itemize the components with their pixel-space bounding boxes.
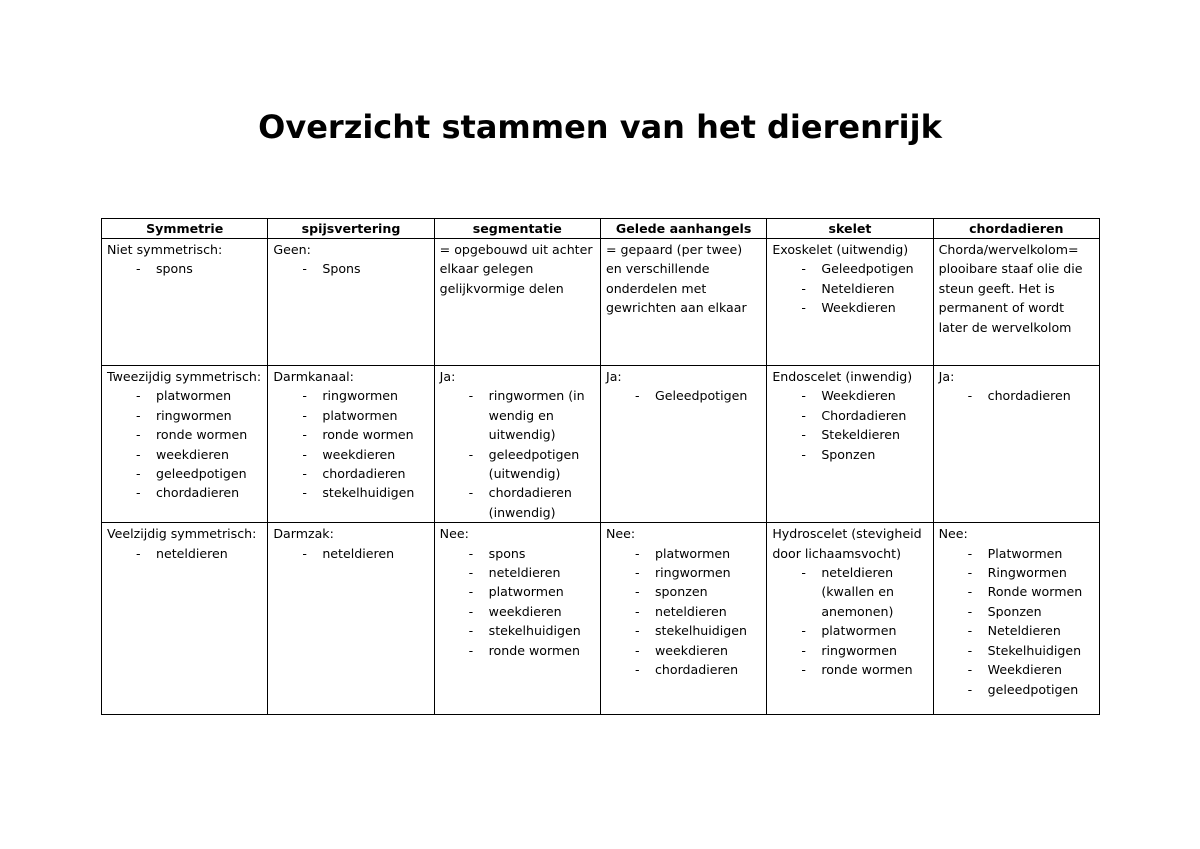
table-row (102, 366, 1100, 523)
dash-list (606, 544, 761, 680)
cell-heading: Niet symmetrisch: (107, 242, 223, 257)
overview-table (101, 218, 1100, 715)
list-item: - neteldieren (kwallen en anemonen) (772, 563, 927, 621)
table-cell-chordadieren (933, 366, 1099, 523)
cell-heading: Darmzak: (273, 526, 334, 542)
table-cell-gelede-aanhangels (600, 239, 766, 366)
list-item: - neteldieren (440, 563, 595, 582)
list-item: - neteldieren (606, 602, 761, 621)
table-cell-skelet (767, 366, 933, 523)
list-item: - Weekdieren (772, 386, 927, 405)
list-item: - Weekdieren (772, 298, 927, 317)
cell-heading: Exoskelet (uitwendig) (772, 242, 909, 257)
dash-list (772, 563, 927, 679)
list-item: - ringwormen (273, 386, 428, 405)
table-cell-spijsvertering (268, 366, 434, 523)
table-cell-segmentatie (434, 366, 600, 523)
list-item: - weekdieren (107, 445, 262, 464)
dash-list (939, 544, 1094, 699)
list-item: - Sponzen (772, 445, 927, 464)
list-item: - Ronde wormen (939, 582, 1094, 601)
list-item: - Sponzen (939, 602, 1094, 621)
dash-list (107, 544, 262, 563)
list-item: - weekdieren (273, 445, 428, 464)
list-item: - neteldieren (107, 544, 262, 563)
header-row (102, 219, 1100, 239)
list-item: - neteldieren (273, 544, 428, 563)
dash-list (772, 386, 927, 464)
table-cell-symmetrie (102, 523, 268, 715)
cell-heading: = gepaard (per twee) en verschillende onderdelen met gewrichten aan elkaar (605, 242, 747, 316)
list-item: - Spons (273, 259, 428, 278)
list-item: - platwormen (107, 386, 262, 405)
cell-heading: Nee: (605, 526, 636, 542)
list-item: - platwormen (273, 406, 428, 425)
table-body (102, 239, 1100, 715)
list-item: - geleedpotigen (939, 680, 1094, 699)
table-row (102, 523, 1100, 715)
list-item: - ringwormen (606, 563, 761, 582)
table-cell-symmetrie (102, 239, 268, 366)
cell-heading: Veelzijdig symmetrisch: (107, 526, 257, 542)
column-header-spijsvertering: spijsvertering (268, 219, 434, 239)
list-item: - stekelhuidigen (273, 483, 428, 502)
list-item: - platwormen (440, 582, 595, 601)
dash-list (440, 544, 595, 660)
table-cell-spijsvertering (268, 523, 434, 715)
list-item: - Geleedpotigen (606, 386, 761, 405)
list-item: - chordadieren (107, 483, 262, 502)
cell-heading: Nee: (938, 526, 968, 542)
list-item: - Platwormen (939, 544, 1094, 563)
table-cell-gelede-aanhangels (600, 366, 766, 523)
list-item: - weekdieren (440, 602, 595, 621)
cell-heading: Ja: (605, 369, 622, 384)
list-item: - chordadieren (939, 386, 1094, 405)
list-item: - chordadieren (inwendig) (440, 483, 595, 522)
cell-heading: Chorda/wervelkolom= plooibare staaf olie die steun geeft. Het is permanent of wordt later de wervelkolom (938, 242, 1083, 335)
cell-heading: Hydroscelet (stevigheid door lichaamsvocht) (772, 526, 922, 561)
table-cell-chordadieren (933, 239, 1099, 366)
list-item: - Stekeldieren (772, 425, 927, 444)
list-item: - spons (107, 259, 262, 278)
list-item: - chordadieren (606, 660, 761, 679)
dash-list (273, 259, 428, 278)
list-item: - ronde wormen (107, 425, 262, 444)
list-item: - geleedpotigen (107, 464, 262, 483)
page-title: Overzicht stammen van het dierenrijk (258, 108, 942, 146)
list-item: - Neteldieren (939, 621, 1094, 640)
dash-list (772, 259, 927, 317)
list-item: - platwormen (606, 544, 761, 563)
cell-heading: Tweezijdig symmetrisch: (107, 369, 262, 384)
column-header-skelet: skelet (767, 219, 933, 239)
table-cell-segmentatie (434, 523, 600, 715)
column-header-chordadieren: chordadieren (933, 219, 1099, 239)
list-item: - Chordadieren (772, 406, 927, 425)
table-cell-segmentatie (434, 239, 600, 366)
column-header-gelede-aanhangels: Gelede aanhangels (600, 219, 766, 239)
cell-heading: Endoscelet (inwendig) (772, 369, 913, 384)
list-item: - Stekelhuidigen (939, 641, 1094, 660)
table-cell-skelet (767, 239, 933, 366)
dash-list (107, 259, 262, 278)
table-cell-spijsvertering (268, 239, 434, 366)
cell-heading: Geen: (273, 242, 311, 257)
dash-list (440, 386, 595, 522)
dash-list (606, 386, 761, 405)
cell-heading: Ja: (938, 369, 955, 384)
list-item: - Ringwormen (939, 563, 1094, 582)
list-item: - geleedpotigen (uitwendig) (440, 445, 595, 484)
list-item: - ringwormen (107, 406, 262, 425)
list-item: - Weekdieren (939, 660, 1094, 679)
list-item: - Geleedpotigen (772, 259, 927, 278)
list-item: - weekdieren (606, 641, 761, 660)
table-cell-skelet (767, 523, 933, 715)
dash-list (107, 386, 262, 502)
column-header-segmentatie: segmentatie (434, 219, 600, 239)
list-item: - stekelhuidigen (606, 621, 761, 640)
table-cell-gelede-aanhangels (600, 523, 766, 715)
cell-heading: Ja: (439, 369, 456, 384)
dash-list (273, 386, 428, 502)
list-item: - platwormen (772, 621, 927, 640)
cell-heading: Nee: (439, 526, 469, 542)
list-item: - ronde wormen (772, 660, 927, 679)
dash-list (273, 544, 428, 563)
list-item: - sponzen (606, 582, 761, 601)
list-item: - stekelhuidigen (440, 621, 595, 640)
table-row (102, 239, 1100, 366)
list-item: - ronde wormen (440, 641, 595, 660)
column-header-symmetrie: Symmetrie (102, 219, 268, 239)
list-item: - ronde wormen (273, 425, 428, 444)
dash-list (939, 386, 1094, 405)
list-item: - spons (440, 544, 595, 563)
list-item: - Neteldieren (772, 279, 927, 298)
list-item: - chordadieren (273, 464, 428, 483)
cell-heading: = opgebouwd uit achter elkaar gelegen gelijkvormige delen (439, 242, 593, 296)
list-item: - ringwormen (772, 641, 927, 660)
list-item: - ringwormen (in wendig en uitwendig) (440, 386, 595, 444)
cell-heading: Darmkanaal: (273, 369, 354, 384)
table-cell-symmetrie (102, 366, 268, 523)
table-cell-chordadieren (933, 523, 1099, 715)
